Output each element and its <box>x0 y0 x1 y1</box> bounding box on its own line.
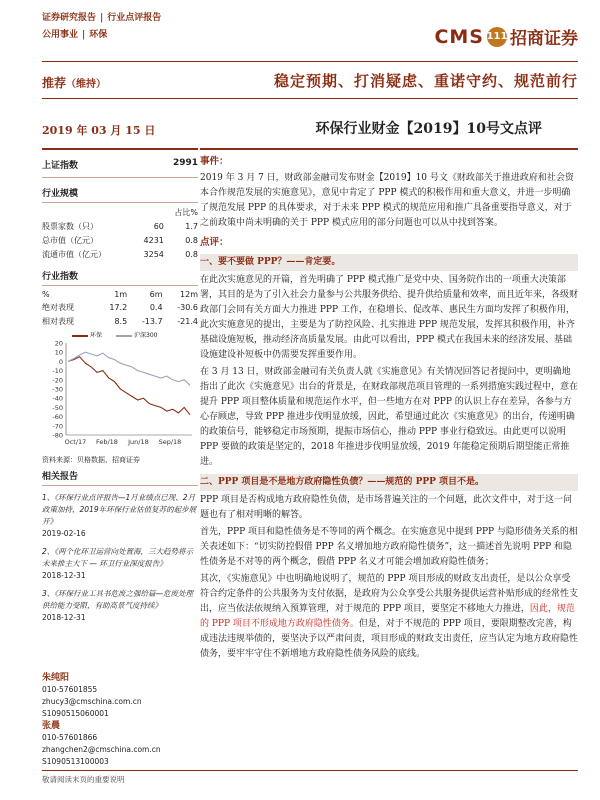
y-tick-label: 20 <box>54 339 63 348</box>
analyst-card <box>42 720 198 768</box>
y-tick-label: -70 <box>52 422 63 431</box>
headline: 稳定预期、打消疑虑、重诺守约、规范前行 <box>273 72 578 90</box>
legend-item: 环保 <box>72 330 102 339</box>
company-logo <box>434 24 578 49</box>
footer-note: 敬请阅读末页的重要说明 <box>42 775 125 784</box>
legend-swatch <box>116 335 132 337</box>
spacer <box>42 624 198 672</box>
analyst-phone: 010-57601866 <box>42 733 98 742</box>
series-line <box>68 352 190 385</box>
y-tick-label: -10 <box>52 367 63 376</box>
industry-index-table <box>42 288 198 328</box>
subsector-name: 环保 <box>89 30 108 40</box>
legend-swatch <box>72 335 88 337</box>
index-label: 上证指数 <box>42 161 79 171</box>
y-tick-label: -40 <box>52 394 63 403</box>
body-paragraph: 在 3 月 13 日，财政部金融司有关负责人就《实施意见》有关情况回答记者提问中，更明确地指出了此次《实施意见》出台的背景是，在财政部规范项目管理的一系列措施实践过程中，意在提升 PPP 项目整体质量和规范运作水平，但一些地方在对 PPP 的认识上存在差异，各参与方心存顾虑，导致 PPP 推进步伐明显放缓，因此，希望通过此次《实施意见》的出台，传递明确的政策信号，能够稳定市场预期，提振市场信心，推动 PPP 事业行稳致远。由此更可以说明 PPP 要做的政策是坚定的，2018 年推进步伐明显放缓，2019 年能稳定预期后期望能正常推进。 <box>200 367 579 467</box>
related-reports-title: 相关报告 <box>42 469 198 486</box>
highlight-text: 因此，规范的 PPP 项目不形成地方政府隐性债务。 <box>200 604 575 629</box>
headline-divider <box>42 98 578 99</box>
body-paragraph: 其次，《实施意见》中也明确地说明了，规范的 PPP 项目形成的财政支出责任，是以公众享受符合约定条件的公共服务为支付依据，是政府为公众享受公共服务提供运营补贴形成的经常性支出，应当依法依规纳入预算管理，对于规范的 PPP 项目，要坚定不移地大力推进，因此，规范的 PPP 项目不形成地方政府隐性债务。但是，对于不规范的 PPP 项目，要限期整改完善，构成违法违规举债的，要坚决予以严肃问责，项目形成的财政支出责任，应当认定为地方政府隐性债务，要牢牢守住不新增地方政府隐性债务风险的底线。 <box>200 574 579 659</box>
event-paragraph: 2019 年 3 月 7 日，财政部金融司发布财金【2019】10 号文《财政部关于推进政府和社会资本合作规范发展的实施意见》，意见中肯定了 PPP 模式的积极作用和重大意义，并进一步明确了规范发展 PPP 的具体要求，对于未来 PPP 模式的规范应用和推广具备重要指导意义，对于之前政策中尚未明确的关于 PPP 模式应用的部分问题也可以从中找到答案。 <box>200 173 574 228</box>
body-paragraph: 首先，PPP 项目和隐性债务是不等同的两个概念。在实施意见中提到 PPP 与隐形债务关系的相关表述如下：“切实防控假借 PPP 名义增加地方政府隐性债务”，这一描述首先说明 PPP 和隐性债务是不对等的两个概念，假借 PPP 名义才可能会增加政府隐性债务； <box>200 527 578 567</box>
chart-legend <box>72 330 198 339</box>
separator: | <box>82 30 86 40</box>
report-category <box>42 10 161 44</box>
logo-cms-text: CMS <box>434 25 484 48</box>
category-type: 证券研究报告 <box>42 13 97 23</box>
related-report[interactable]: 3、《环保行业工具书危废之强给篇—危废处理供给能力受限，有助高景气度持续》 2018-12-31 <box>42 589 194 622</box>
y-tick-label: 0 <box>58 357 63 366</box>
analyst-name: 朱纯阳 <box>42 673 70 683</box>
body-paragraph: PPP 项目是否构成地方政府隐性负债，是市场普遍关注的一个问题，此次文件中，对于这一问题也有了相对明晰的解答。 <box>200 495 573 520</box>
analyst-id: S1090513100003 <box>42 757 109 766</box>
section-heading: 二、PPP 项目是不是地方政府隐性负债？——规范的 PPP 项目不是。 <box>200 474 578 491</box>
rating-sub: （维持） <box>66 79 107 90</box>
y-tick-label: -30 <box>52 385 63 394</box>
logo-company-name: 招商证券 <box>510 29 578 49</box>
analyst-name: 张晨 <box>42 721 61 731</box>
y-tick-label: -20 <box>52 376 63 385</box>
sector-name: 公用事业 <box>42 30 79 40</box>
x-tick-label: Feb/18 <box>95 438 118 446</box>
related-report[interactable]: 1、《环保行业点评报告—1月业绩点已现、2月政策加持，2019年环保行业估值复苏的起步展开》 2019-02-16 <box>42 493 197 538</box>
analyst-phone: 010-57601855 <box>42 685 98 694</box>
separator: | <box>100 13 104 23</box>
footer-divider <box>42 770 578 771</box>
performance-chart <box>42 339 198 451</box>
x-tick-label: Oct/17 <box>64 438 87 446</box>
logo-seal-icon: 111 <box>487 27 507 47</box>
legend-item: 沪深300 <box>116 330 157 339</box>
document-title: 环保行业财金【2019】10号文点评 <box>315 121 542 137</box>
pct-header: 占比% <box>174 207 198 217</box>
related-report[interactable]: 2、《两个化环卫运营向处置海，三大趋势将示未来推主大下 — 环卫行业深度报告》 2018-12-31 <box>42 547 194 580</box>
y-tick-label: -80 <box>52 431 63 440</box>
y-tick-label: 10 <box>54 348 63 357</box>
table-row: 总市值（亿元） 4231 0.8 <box>42 235 198 245</box>
main-content <box>200 150 578 662</box>
body-paragraph: 在此次实施意见的开篇，首先明确了 PPP 模式推广是党中央、国务院作出的一项重大决策部署，其目的是为了引入社会力量参与公共服务供给、提升供给质量和效率，而且近年来，各级财政部门会同有关方面大力推进 PPP 工作，在稳增长、促改革、惠民生方面均发挥了积极作用，此次实施意见的提出，主要是为了防控风险、扎实推进 PPP 规范发展，发挥其积极作用，补齐基础设施短板，推动经济高质量发展。由此可以看出，PPP 模式在我国未来的经济发展、基础设施建设补短板中仍需要发挥重要作用。 <box>200 275 579 360</box>
table-row: 股票家数（只） 60 1.7 <box>42 221 198 231</box>
index-value: 2991 <box>172 158 198 168</box>
table-row: 相对表现 8.5 -13.7 -21.4 <box>42 316 198 326</box>
report-date: 2019 年 03 月 15 日 <box>42 124 156 137</box>
table-header-row: % 1m 6m 12m <box>42 289 198 299</box>
analyst-card <box>42 672 198 720</box>
x-tick-label: Jun/18 <box>128 438 149 446</box>
table-row: 绝对表现 17.2 0.4 -30.6 <box>42 302 198 312</box>
x-tick-label: Sep/18 <box>158 438 182 446</box>
section-heading: 一、要不要做 PPP？——肯定要。 <box>200 254 578 271</box>
industry-scale-title: 行业规模 <box>42 186 198 203</box>
rating <box>42 74 106 91</box>
category-subtype: 行业点评报告 <box>107 13 162 23</box>
chart-source: 资料来源：贝格数据、招商证券 <box>42 456 140 464</box>
event-label: 事件： <box>200 156 229 167</box>
market-index <box>42 150 198 178</box>
header-divider <box>42 61 578 62</box>
rating-main: 推荐 <box>42 76 67 90</box>
industry-scale-table <box>42 205 198 261</box>
table-row: 流通市值（亿元） 3254 0.8 <box>42 249 198 259</box>
y-tick-label: -50 <box>52 403 63 412</box>
analyst-id: S1090515060001 <box>42 709 109 718</box>
analyst-email[interactable]: zhucy3@cmschina.com.cn <box>42 697 142 706</box>
y-tick-label: -60 <box>52 413 63 422</box>
sidebar <box>42 150 198 768</box>
comment-label: 点评： <box>200 237 229 248</box>
industry-index-title: 行业指数 <box>42 269 198 286</box>
analyst-email[interactable]: zhangchen2@cmschina.com.cn <box>42 745 161 754</box>
